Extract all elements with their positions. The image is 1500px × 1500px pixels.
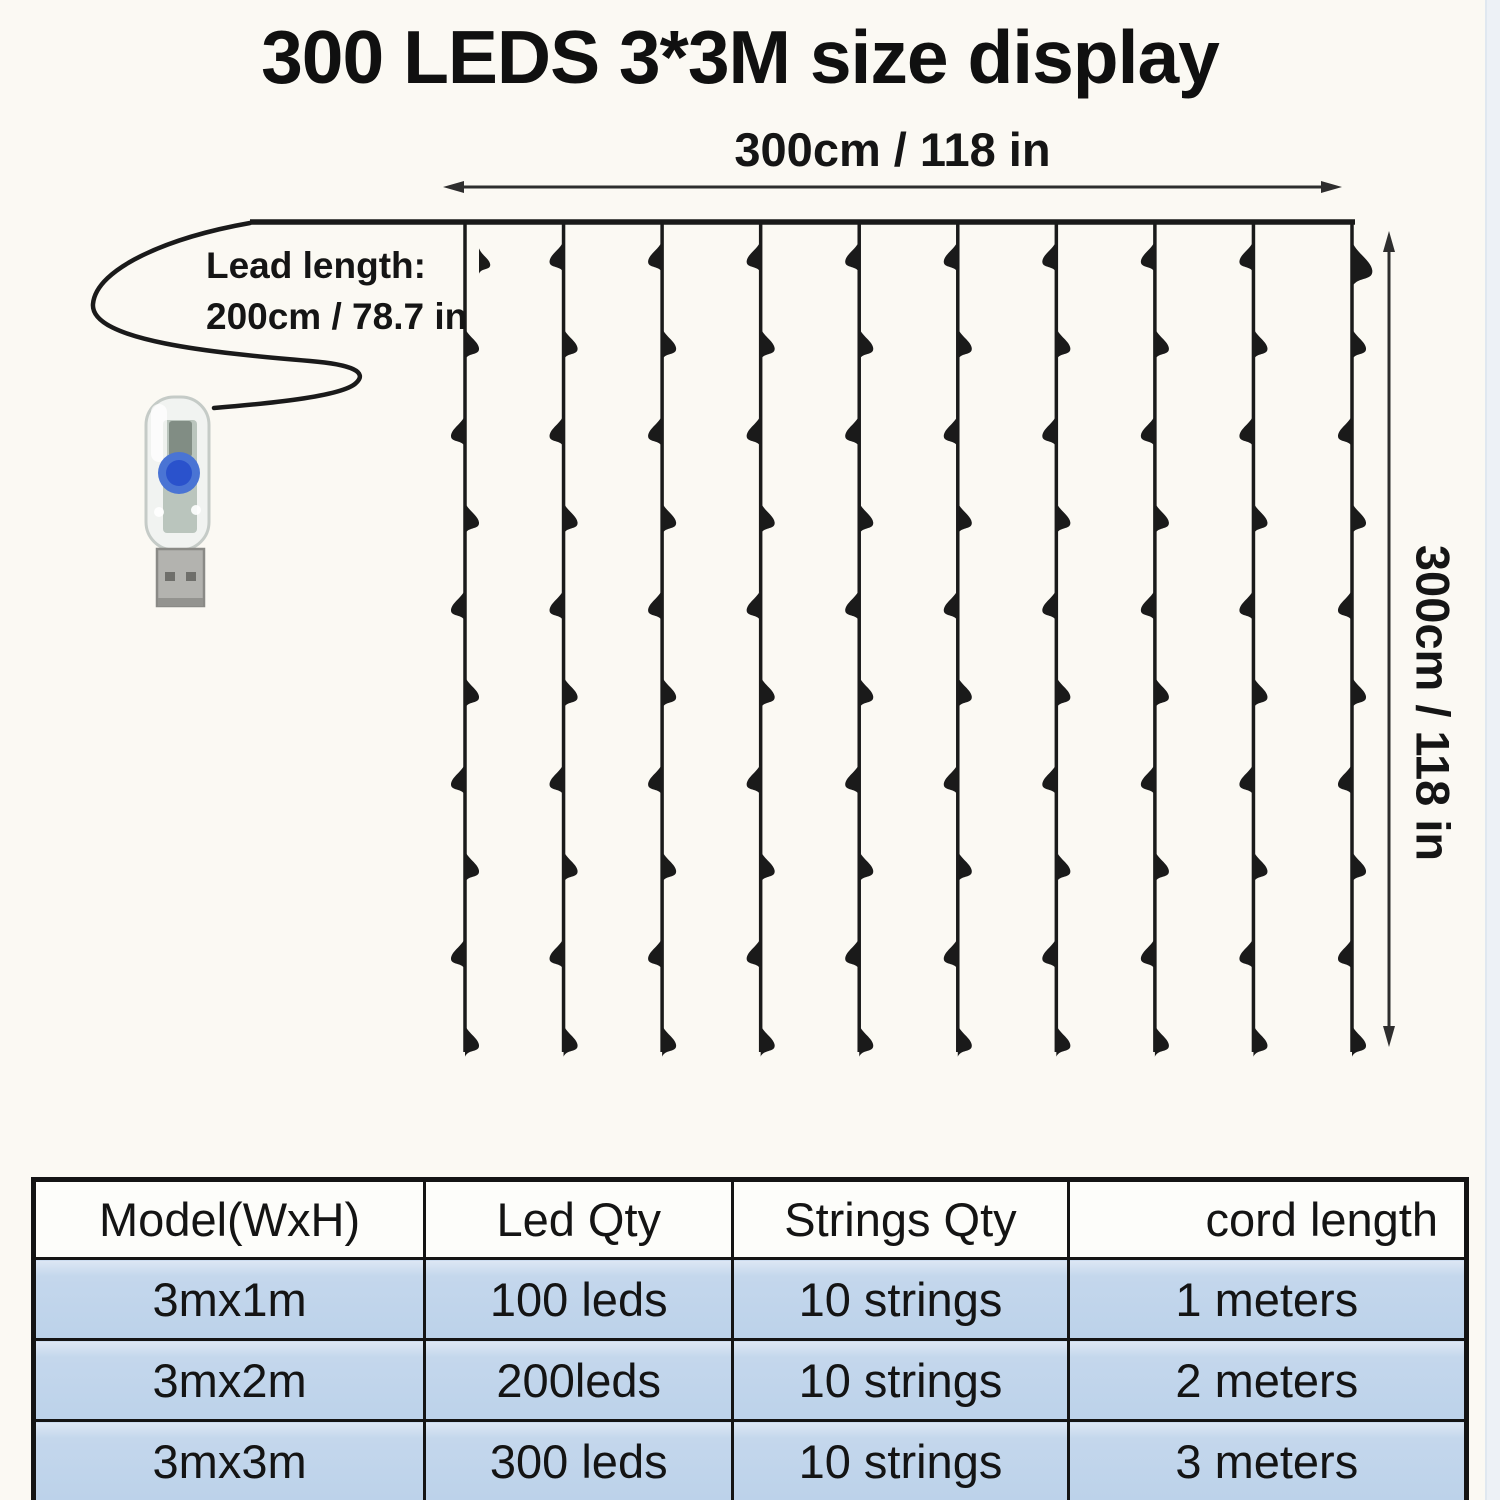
usb-controller-icon [146,397,209,606]
led-bulb [1338,589,1352,621]
led-bulb [465,677,479,709]
led-bulb [761,328,775,360]
led-bulb [944,938,958,970]
led-bulb [845,241,859,273]
led-bulb [550,241,564,273]
led-bulb [1042,241,1056,273]
led-bulb [550,415,564,447]
table-header-cell: Led Qty [425,1180,733,1259]
led-bulb [1155,677,1169,709]
led-bulb [1056,677,1070,709]
led-bulb [747,415,761,447]
table-cell: 3 meters [1068,1421,1466,1500]
led-bulb [1056,851,1070,883]
height-dimension-arrow [1383,231,1395,1047]
led-bulb [1141,589,1155,621]
led-bulb [958,851,972,883]
led-bulb [564,328,578,360]
led-bulb [747,764,761,796]
led-bulb [1141,241,1155,273]
led-bulb [747,241,761,273]
width-dimension-arrow [443,181,1342,193]
led-bulb [662,851,676,883]
led-bulb [1042,589,1056,621]
led-bulb [1155,502,1169,534]
led-bulb [1239,241,1253,273]
led-bulb [944,241,958,273]
led-bulb [958,328,972,360]
led-bulb [845,415,859,447]
led-bulb [662,1025,676,1057]
led-bulb [1352,502,1366,534]
led-bulb [550,589,564,621]
table-cell: 300 leds [425,1421,733,1500]
led-bulb [958,502,972,534]
led-bulb [1352,241,1372,287]
lead-length-line1: Lead length: [206,245,426,286]
led-bulb [845,764,859,796]
led-bulb [747,589,761,621]
led-bulb [451,415,465,447]
led-curtain-strings [250,222,1372,1057]
page-title: 300 LEDS 3*3M size display [261,15,1219,99]
lead-length-label [206,240,467,342]
led-bulb [550,938,564,970]
led-bulb [648,589,662,621]
led-bulb [1042,415,1056,447]
led-bulb [944,764,958,796]
table-header-cell: Model(WxH) [34,1180,425,1259]
led-bulb [1056,502,1070,534]
table-header-cell: cord length [1068,1180,1466,1259]
led-bulb [564,851,578,883]
table-header-cell: Strings Qty [733,1180,1068,1259]
led-bulb [479,248,490,274]
led-bulb [859,677,873,709]
led-bulb [1141,764,1155,796]
table-row [34,1421,1467,1500]
led-bulb [648,764,662,796]
table-row [34,1259,1467,1340]
led-bulb [564,502,578,534]
led-bulb [1253,502,1267,534]
led-bulb [1338,415,1352,447]
table-cell: 2 meters [1068,1340,1466,1421]
led-bulb [1352,677,1366,709]
table-cell: 200leds [425,1340,733,1421]
table-cell: 100 leds [425,1259,733,1340]
led-bulb [859,328,873,360]
led-bulb [1253,677,1267,709]
table-cell: 3mx2m [34,1340,425,1421]
spec-table [31,1177,1469,1500]
led-bulb [648,938,662,970]
led-bulb [662,328,676,360]
led-bulb [845,938,859,970]
led-bulb [1239,415,1253,447]
led-bulb [944,415,958,447]
led-bulb [1253,851,1267,883]
led-bulb [944,589,958,621]
led-bulb [845,589,859,621]
led-bulb [1239,938,1253,970]
table-cell: 3mx1m [34,1259,425,1340]
led-bulb [1155,1025,1169,1057]
led-bulb [761,677,775,709]
led-bulb [1352,328,1366,360]
led-bulb [451,764,465,796]
led-bulb [451,589,465,621]
table-header-row [34,1180,1467,1259]
led-bulb [1239,764,1253,796]
led-bulb [564,1025,578,1057]
led-bulb [1141,938,1155,970]
led-bulb [662,677,676,709]
table-cell: 10 strings [733,1421,1068,1500]
led-bulb [1338,764,1352,796]
led-bulb [451,938,465,970]
led-bulb [465,502,479,534]
led-bulb [1239,589,1253,621]
led-bulb [1338,938,1352,970]
led-bulb [1155,851,1169,883]
led-bulb [761,851,775,883]
led-bulb [1352,851,1366,883]
led-bulb [859,502,873,534]
table-cell: 10 strings [733,1340,1068,1421]
led-bulb [1042,764,1056,796]
height-dimension-label: 300cm / 118 in [1406,544,1460,862]
led-bulb [1253,328,1267,360]
led-bulb [648,241,662,273]
led-bulb [1352,1025,1366,1057]
led-bulb [465,1025,479,1057]
led-bulb [1056,1025,1070,1057]
table-cell: 10 strings [733,1259,1068,1340]
led-bulb [1056,328,1070,360]
table-row [34,1340,1467,1421]
led-bulb [1155,328,1169,360]
table-cell: 3mx3m [34,1421,425,1500]
led-bulb [1042,938,1056,970]
led-bulb [859,1025,873,1057]
led-bulb [859,851,873,883]
led-bulb [958,677,972,709]
led-bulb [564,677,578,709]
led-bulb [761,1025,775,1057]
width-dimension-label: 300cm / 118 in [734,123,1051,176]
led-bulb [662,502,676,534]
led-bulb [747,938,761,970]
led-bulb [761,502,775,534]
led-bulb [550,764,564,796]
table-cell: 1 meters [1068,1259,1466,1340]
lead-length-line2: 200cm / 78.7 in [206,296,468,338]
led-bulb [1141,415,1155,447]
led-bulb [958,1025,972,1057]
led-bulb [465,851,479,883]
led-bulb [1253,1025,1267,1057]
led-bulb [648,415,662,447]
